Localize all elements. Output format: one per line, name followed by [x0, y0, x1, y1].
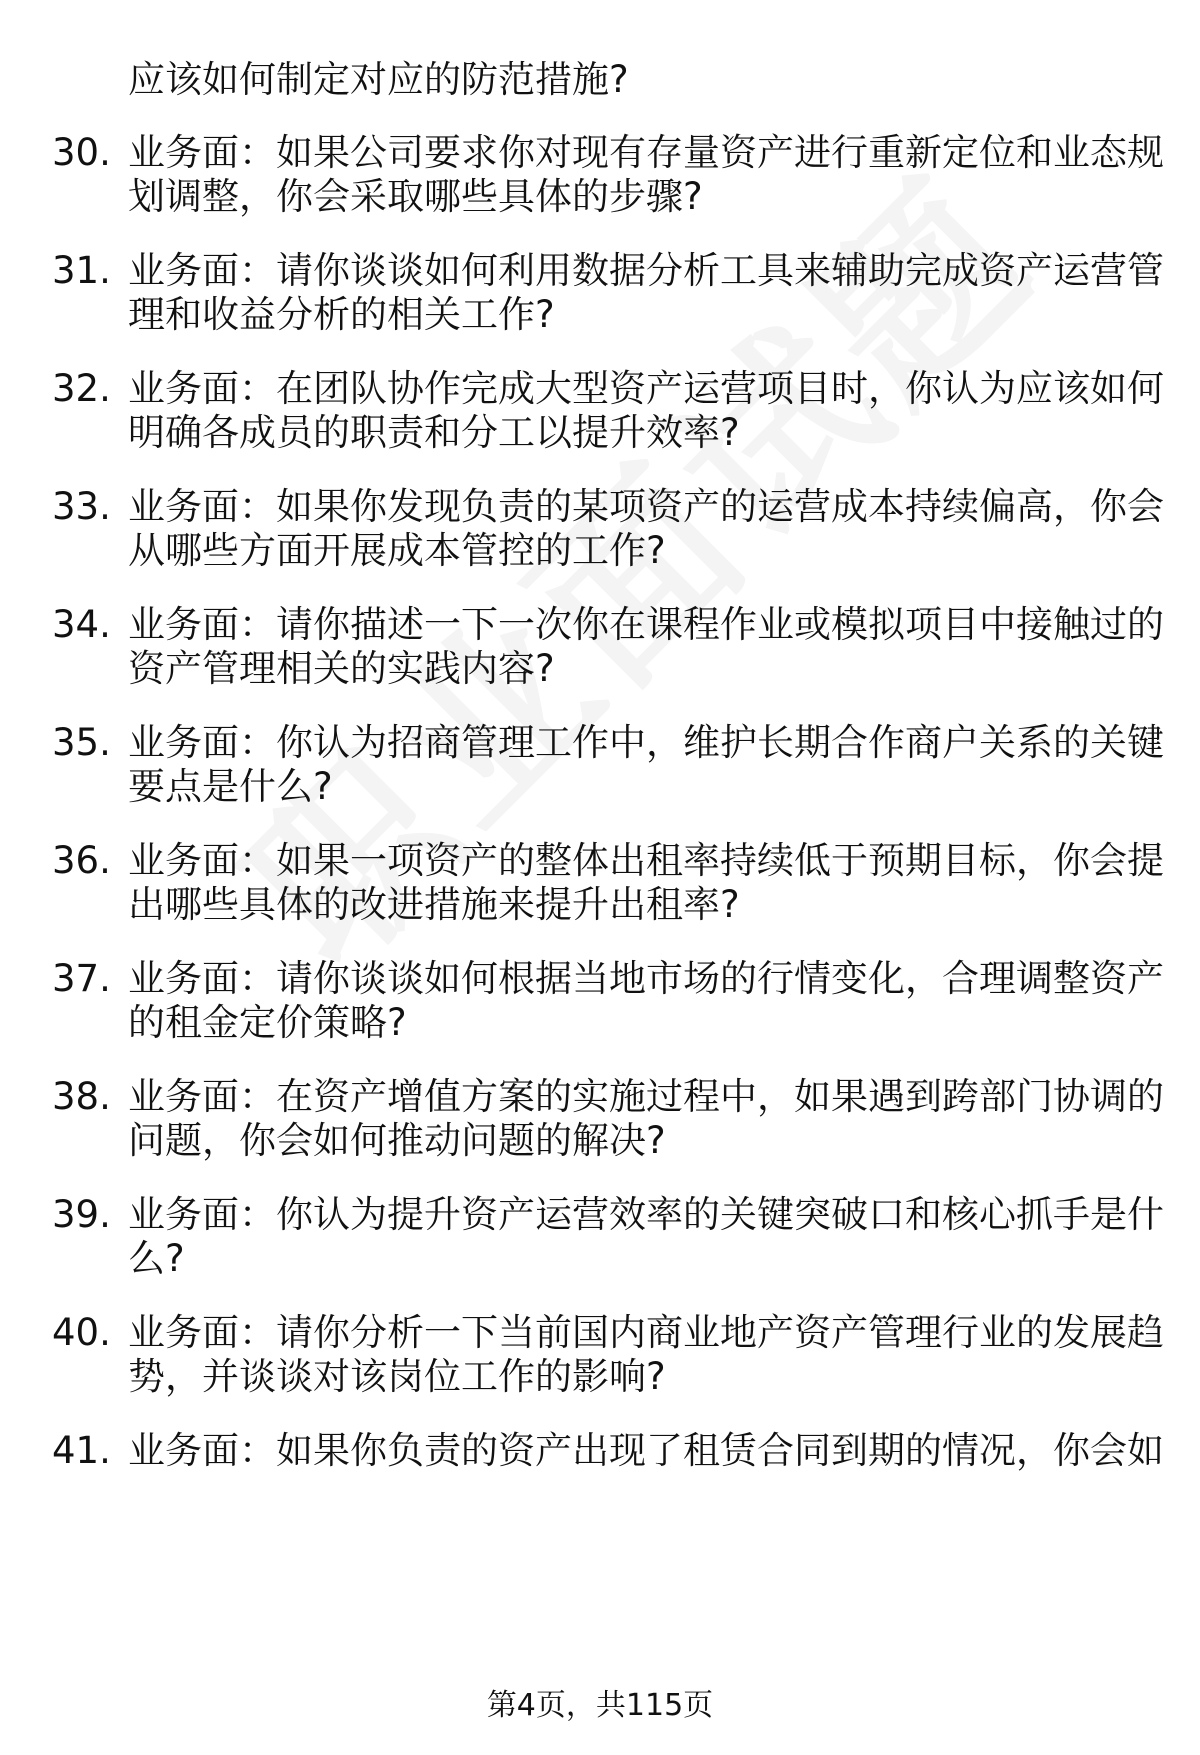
carry-over-text: 应该如何制定对应的防范措施?	[128, 58, 629, 101]
question-text: 业务面：请你描述一下一次你在课程作业或模拟项目中接触过的	[128, 603, 1164, 646]
question-text: 业务面：请你谈谈如何利用数据分析工具来辅助完成资产运营管	[128, 249, 1164, 292]
question-text: 明确各成员的职责和分工以提升效率?	[128, 411, 740, 454]
question-text: 从哪些方面开展成本管控的工作?	[128, 529, 666, 572]
question-text: 业务面：请你谈谈如何根据当地市场的行情变化，合理调整资产	[128, 957, 1164, 1000]
question-number: 32.	[52, 367, 111, 410]
question-number: 36.	[52, 839, 111, 882]
question-text: 的租金定价策略?	[128, 1001, 407, 1044]
question-text: 业务面：在资产增值方案的实施过程中，如果遇到跨部门协调的	[128, 1075, 1164, 1118]
question-number: 41.	[52, 1429, 111, 1472]
question-text: 划调整，你会采取哪些具体的步骤?	[128, 175, 703, 218]
question-number: 31.	[52, 249, 111, 292]
question-text: 业务面：如果一项资产的整体出租率持续低于预期目标，你会提	[128, 839, 1164, 882]
question-text: 么?	[128, 1237, 185, 1280]
question-text: 问题，你会如何推动问题的解决?	[128, 1119, 666, 1162]
question-number: 33.	[52, 485, 111, 528]
question-text: 业务面：如果你发现负责的某项资产的运营成本持续偏高，你会	[128, 485, 1164, 528]
question-text: 资产管理相关的实践内容?	[128, 647, 555, 690]
question-number: 30.	[52, 131, 111, 174]
question-text: 业务面：在团队协作完成大型资产运营项目时，你认为应该如何	[128, 367, 1164, 410]
question-text: 业务面：如果公司要求你对现有存量资产进行重新定位和业态规	[128, 131, 1164, 174]
question-number: 38.	[52, 1075, 111, 1118]
page-footer: 第4页，共115页	[486, 1688, 714, 1723]
question-text: 势，并谈谈对该岗位工作的影响?	[128, 1355, 666, 1398]
question-number: 40.	[52, 1311, 111, 1354]
question-number: 37.	[52, 957, 111, 1000]
question-text: 要点是什么?	[128, 765, 333, 808]
question-number: 34.	[52, 603, 111, 646]
question-text: 理和收益分析的相关工作?	[128, 293, 555, 336]
question-number: 39.	[52, 1193, 111, 1236]
question-text: 业务面：请你分析一下当前国内商业地产资产管理行业的发展趋	[128, 1311, 1164, 1354]
question-text: 业务面：你认为提升资产运营效率的关键突破口和核心抓手是什	[128, 1193, 1164, 1236]
question-number: 35.	[52, 721, 111, 764]
question-text: 业务面：如果你负责的资产出现了租赁合同到期的情况，你会如	[128, 1429, 1164, 1472]
question-text: 出哪些具体的改进措施来提升出租率?	[128, 883, 740, 926]
question-text: 业务面：你认为招商管理工作中，维护长期合作商户关系的关键	[128, 721, 1164, 764]
